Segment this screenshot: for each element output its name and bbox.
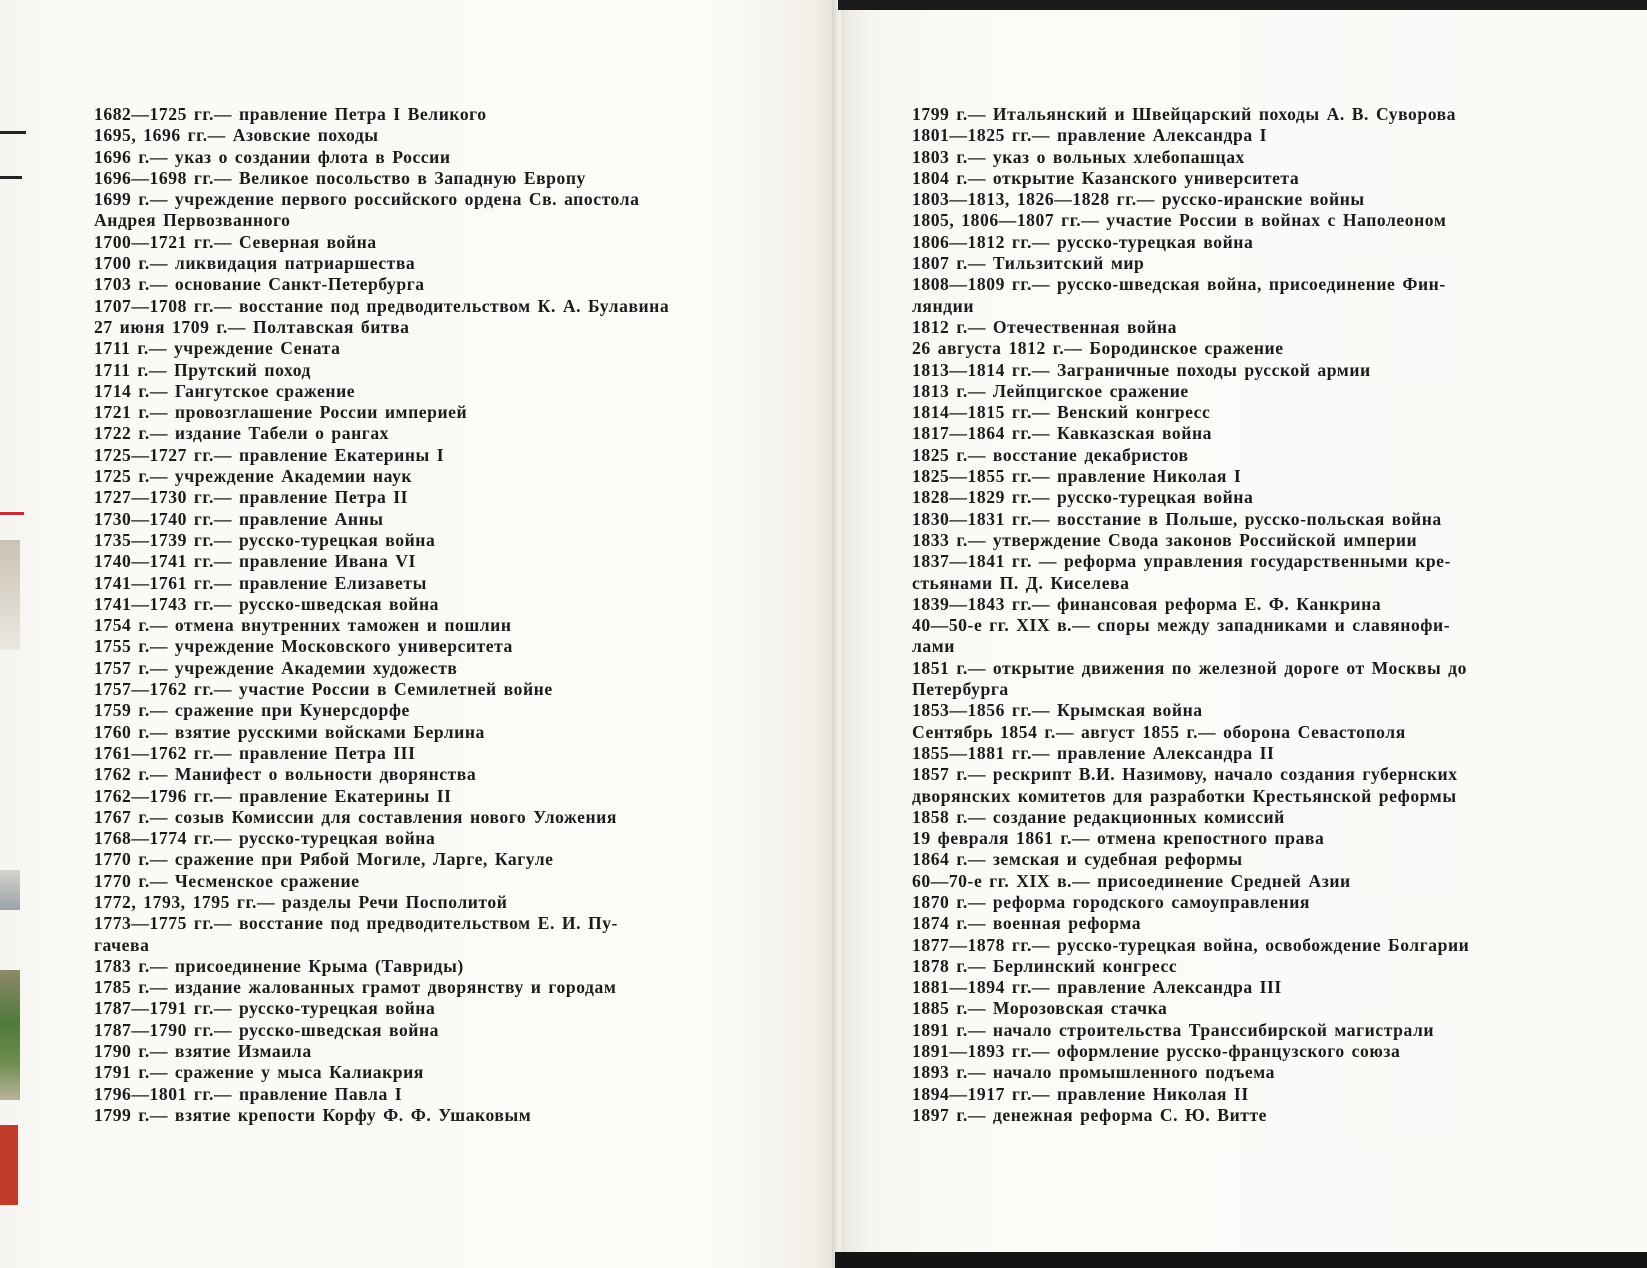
chronology-line: 1770 г.— сражение при Рябой Могиле, Ларге, Кагуле (94, 849, 554, 870)
chronology-line: 1711 г.— учреждение Сената (94, 338, 341, 359)
chronology-line: 1741—1761 гг.— правление Елизаветы (94, 572, 427, 593)
chronology-line: 1727—1730 гг.— правление Петра II (94, 487, 409, 508)
chronology-line: 1791 г.— сражение у мыса Калиакрия (94, 1062, 424, 1083)
chronology-line: 1755 г.— учреждение Московского университета (94, 636, 513, 657)
chronology-line: 1828—1829 гг.— русско-турецкая война (912, 487, 1254, 508)
chronology-line: 1891 г.— начало строительства Транссибирской магистрали (912, 1019, 1435, 1040)
chronology-line: 1796—1801 гг.— правление Павла I (94, 1083, 403, 1104)
chronology-line: 1803 г.— указ о вольных хлебопашцах (912, 146, 1245, 167)
chronology-line: 1759 г.— сражение при Кунерсдорфе (94, 700, 410, 721)
top-edge-band (838, 0, 1647, 10)
chronology-line: 1853—1856 гг.— Крымская война (912, 700, 1203, 721)
chronology-line: 1813—1814 гг.— Заграничные походы русской армии (912, 359, 1371, 380)
chronology-line: 1813 г.— Лейпцигское сражение (912, 380, 1189, 401)
chronology-line: 1757 г.— учреждение Академии художеств (94, 657, 458, 678)
chronology-line: гачева (94, 934, 150, 955)
left-edge-photo-strip (0, 540, 20, 650)
bottom-edge-band (835, 1252, 1647, 1268)
chronology-line: 1891—1893 гг.— оформление русско-французского союза (912, 1041, 1401, 1062)
chronology-line: 1807 г.— Тильзитский мир (912, 253, 1145, 274)
chronology-line: 1714 г.— Гангутское сражение (94, 380, 356, 401)
chronology-line: 1725 г.— учреждение Академии наук (94, 466, 413, 487)
chronology-line: 1805, 1806—1807 гг.— участие России в войнах с Наполеоном (912, 210, 1447, 231)
chronology-line: 1877—1878 гг.— русско-турецкая война, освобождение Болгарии (912, 934, 1470, 955)
chronology-line: 1711 г.— Прутский поход (94, 359, 311, 380)
chronology-line: 1855—1881 гг.— правление Александра II (912, 742, 1275, 763)
chronology-line: 1707—1708 гг.— восстание под предводительством К. А. Булавина (94, 295, 670, 316)
chronology-line: 1696—1698 гг.— Великое посольство в Западную Европу (94, 167, 586, 188)
chronology-line: 1770 г.— Чесменское сражение (94, 870, 360, 891)
right-chronology-column (912, 104, 1592, 1126)
chronology-line: 1897 г.— денежная реформа С. Ю. Витте (912, 1104, 1268, 1125)
chronology-line: 1700—1721 гг.— Северная война (94, 231, 377, 252)
chronology-line: 1814—1815 гг.— Венский конгресс (912, 402, 1211, 423)
chronology-line: 1722 г.— издание Табели о рангах (94, 423, 390, 444)
chronology-line: 1682—1725 гг.— правление Петра I Великого (94, 104, 487, 124)
chronology-line: 1806—1812 гг.— русско-турецкая война (912, 231, 1254, 252)
chronology-line: 1825—1855 гг.— правление Николая I (912, 466, 1242, 487)
chronology-line: 1801—1825 гг.— правление Александра I (912, 125, 1268, 146)
chronology-line: 1851 г.— открытие движения по железной дороге от Москвы до (912, 657, 1467, 678)
chronology-line: 1760 г.— взятие русскими войсками Берлина (94, 721, 485, 742)
chronology-line: 1830—1831 гг.— восстание в Польше, русско-польская война (912, 508, 1442, 529)
page-gutter (832, 0, 844, 1268)
left-edge-red-block (0, 1125, 18, 1205)
chronology-line: Сентябрь 1854 г.— август 1855 г.— оборона Севастополя (912, 721, 1406, 742)
left-edge-tick (0, 176, 22, 179)
left-edge-tick (0, 131, 26, 134)
chronology-line: 1825 г.— восстание декабристов (912, 444, 1189, 465)
chronology-line: 1870 г.— реформа городского самоуправления (912, 891, 1310, 912)
chronology-line: 1741—1743 гг.— русско-шведская война (94, 593, 440, 614)
chronology-line: 1787—1790 гг.— русско-шведская война (94, 1019, 440, 1040)
chronology-line: 1799 г.— Итальянский и Швейцарский походы А. В. Суворова (912, 104, 1457, 124)
chronology-line: 1817—1864 гг.— Кавказская война (912, 423, 1213, 444)
left-chronology-column (94, 104, 794, 1126)
chronology-line: 19 февраля 1861 г.— отмена крепостного права (912, 828, 1325, 849)
chronology-line: 1735—1739 гг.— русско-турецкая война (94, 529, 436, 550)
chronology-line: 26 августа 1812 г.— Бородинское сражение (912, 338, 1284, 359)
chronology-line: стьянами П. Д. Киселева (912, 572, 1130, 593)
chronology-line: 1812 г.— Отечественная война (912, 316, 1178, 337)
chronology-line: 1803—1813, 1826—1828 гг.— русско-иранские войны (912, 189, 1365, 210)
chronology-line: 1839—1843 гг.— финансовая реформа Е. Ф. Канкрина (912, 593, 1382, 614)
left-edge-photo-strip (0, 970, 20, 1100)
chronology-line: 1837—1841 гг. — реформа управления государственными кре- (912, 551, 1451, 572)
left-edge-red-line (0, 512, 24, 515)
chronology-line: 1725—1727 гг.— правление Екатерины I (94, 444, 445, 465)
chronology-line: 1767 г.— созыв Комиссии для составления нового Уложения (94, 806, 617, 827)
chronology-line: 1878 г.— Берлинский конгресс (912, 955, 1178, 976)
chronology-line: 1808—1809 гг.— русско-шведская война, присоединение Фин- (912, 274, 1446, 295)
chronology-line: 1799 г.— взятие крепости Корфу Ф. Ф. Ушаковым (94, 1104, 532, 1125)
chronology-line: 1885 г.— Морозовская стачка (912, 998, 1168, 1019)
chronology-line: 60—70-е гг. XIX в.— присоединение Средней Азии (912, 870, 1351, 891)
chronology-line: 1703 г.— основание Санкт-Петербурга (94, 274, 425, 295)
chronology-line: 1894—1917 гг.— правление Николая II (912, 1083, 1249, 1104)
chronology-line: 1695, 1696 гг.— Азовские походы (94, 125, 379, 146)
chronology-line: 1730—1740 гг.— правление Анны (94, 508, 384, 529)
chronology-line: 1773—1775 гг.— восстание под предводительством Е. И. Пу- (94, 913, 618, 934)
left-edge-photo-strip (0, 870, 20, 910)
chronology-line: 1699 г.— учреждение первого российского ордена Св. апостола (94, 189, 640, 210)
chronology-line: 40—50-е гг. XIX в.— споры между западниками и славянофи- (912, 615, 1451, 636)
chronology-line: Андрея Первозванного (94, 210, 291, 231)
chronology-line: 1762 г.— Манифест о вольности дворянства (94, 764, 477, 785)
chronology-line: 1768—1774 гг.— русско-турецкая война (94, 828, 436, 849)
chronology-line: 1833 г.— утверждение Свода законов Российской империи (912, 529, 1418, 550)
chronology-line: 1785 г.— издание жалованных грамот дворянству и городам (94, 977, 617, 998)
chronology-line: 1783 г.— присоединение Крыма (Тавриды) (94, 955, 464, 976)
chronology-line: лами (912, 636, 955, 657)
chronology-line: 1787—1791 гг.— русско-турецкая война (94, 998, 436, 1019)
chronology-line: 1696 г.— указ о создании флота в России (94, 146, 451, 167)
chronology-line: 1700 г.— ликвидация патриаршества (94, 253, 416, 274)
chronology-line: 1790 г.— взятие Измаила (94, 1041, 312, 1062)
chronology-line: 1881—1894 гг.— правление Александра III (912, 977, 1282, 998)
chronology-line: 1858 г.— создание редакционных комиссий (912, 806, 1285, 827)
chronology-line: 1757—1762 гг.— участие России в Семилетней войне (94, 679, 553, 700)
chronology-line: Петербурга (912, 679, 1009, 700)
chronology-line: 1857 г.— рескрипт В.И. Назимову, начало создания губернских (912, 764, 1458, 785)
chronology-line: 27 июня 1709 г.— Полтавская битва (94, 316, 410, 337)
chronology-line: 1874 г.— военная реформа (912, 913, 1142, 934)
chronology-line: 1754 г.— отмена внутренних таможен и пошлин (94, 615, 512, 636)
chronology-line: 1761—1762 гг.— правление Петра III (94, 742, 416, 763)
chronology-line: ляндии (912, 295, 975, 316)
chronology-line: дворянских комитетов для разработки Крестьянской реформы (912, 785, 1457, 806)
chronology-line: 1762—1796 гг.— правление Екатерины II (94, 785, 452, 806)
chronology-line: 1721 г.— провозглашение России империей (94, 402, 468, 423)
chronology-line: 1864 г.— земская и судебная реформы (912, 849, 1243, 870)
chronology-line: 1804 г.— открытие Казанского университета (912, 167, 1300, 188)
chronology-line: 1772, 1793, 1795 гг.— разделы Речи Посполитой (94, 891, 508, 912)
chronology-line: 1893 г.— начало промышленного подъема (912, 1062, 1276, 1083)
chronology-line: 1740—1741 гг.— правление Ивана VI (94, 551, 416, 572)
